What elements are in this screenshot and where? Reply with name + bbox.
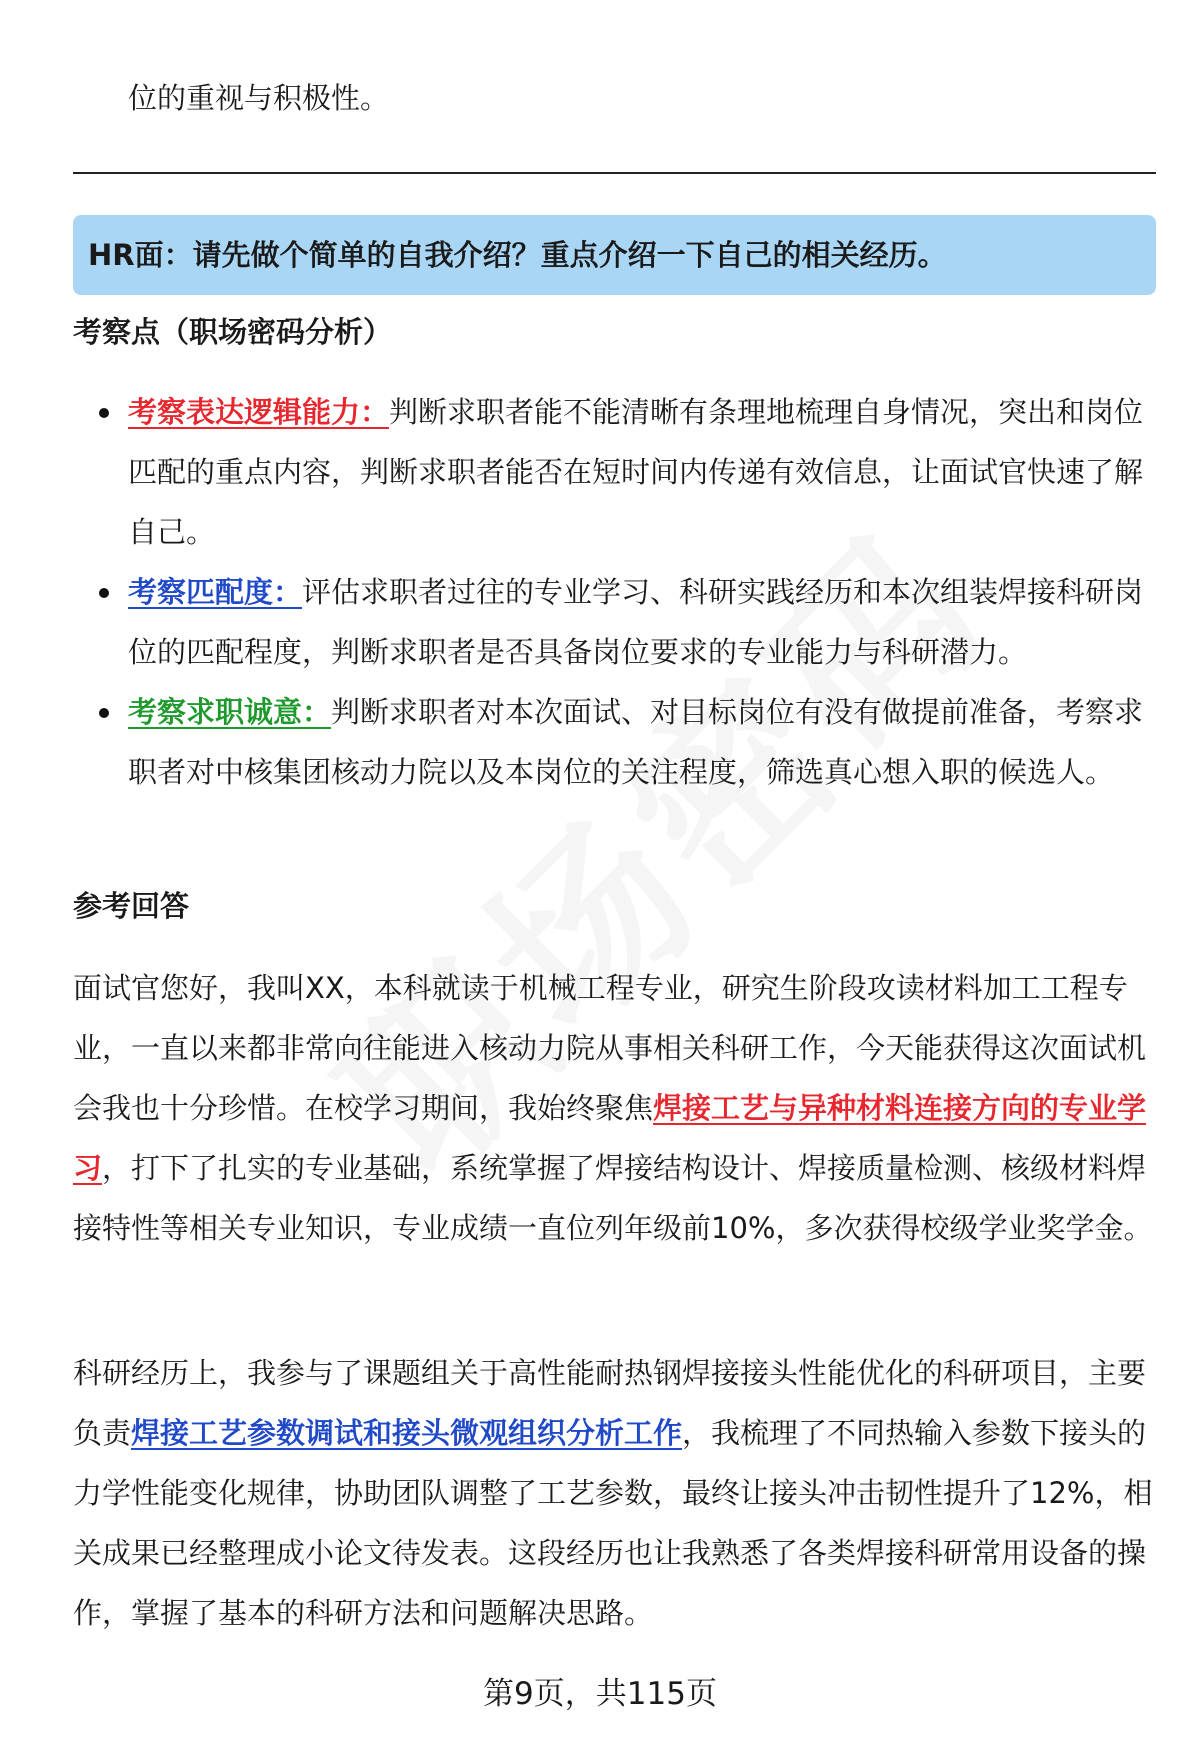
analysis-points-list — [73, 382, 1156, 802]
bullet-dot-icon — [99, 588, 109, 598]
answer-text: ，我梳理了不同热输入参数下接头的力学性能变化规律，协助团队调整了工艺参数，最终让接头冲击韧性提升了12%，相关成果已经整理成小论文待发表。这段经历也让我熟悉了各类焊接科研常用设备的操作，掌握了基本的科研方法和问题解决思路。 — [73, 1416, 1153, 1630]
answer-text: 面试官您好，我叫XX，本科就读于机械工程专业，研究生阶段攻读材料加工工程专业，一直以来都非常向往能进入核动力院从事相关科研工作，今天能获得这次面试机会我也十分珍惜。在校学习期间，我始终聚焦 — [73, 971, 1147, 1125]
point-text: 判断求职者能不能清晰有条理地梳理自身情况，突出和岗位匹配的重点内容，判断求职者能否在短时间内传递有效信息，让面试官快速了解自己。 — [128, 395, 1144, 549]
answer-paragraph — [73, 1343, 1156, 1643]
answer-highlight: 焊接工艺与异种材料连接方向的专业学习 — [73, 1091, 1147, 1185]
answer-text: 科研经历上，我参与了课题组关于高性能耐热钢焊接接头性能优化的科研项目，主要负责 — [73, 1356, 1147, 1450]
continuation-text: 位的重视与积极性。 — [128, 81, 390, 115]
point-label: 考察表达逻辑能力： — [128, 395, 390, 429]
answer-highlight: 焊接工艺参数调试和接头微观组织分析工作 — [131, 1416, 683, 1450]
point-label: 考察求职诚意： — [128, 695, 332, 729]
point-label: 考察匹配度： — [128, 575, 303, 609]
bullet-dot-icon — [99, 408, 109, 418]
analysis-point — [73, 562, 1156, 682]
analysis-point — [73, 382, 1156, 562]
analysis-point — [73, 682, 1156, 802]
page-number: 第9页，共115页 — [483, 1676, 717, 1712]
answer-heading: 参考回答 — [73, 889, 190, 923]
bullet-dot-icon — [99, 708, 109, 718]
answer-paragraph — [73, 958, 1156, 1258]
answer-text: ，打下了扎实的专业基础，系统掌握了焊接结构设计、焊接质量检测、核级材料焊接特性等相关专业知识，专业成绩一直位列年级前10%，多次获得校级学业奖学金。 — [73, 1151, 1153, 1245]
point-text: 评估求职者过往的专业学习、科研实践经历和本次组装焊接科研岗位的匹配程度，判断求职者是否具备岗位要求的专业能力与科研潜力。 — [128, 575, 1144, 669]
section-divider — [73, 172, 1156, 174]
question-banner: HR面：请先做个简单的自我介绍？重点介绍一下自己的相关经历。 — [73, 215, 1156, 295]
point-text: 判断求职者对本次面试、对目标岗位有没有做提前准备，考察求职者对中核集团核动力院以及本岗位的关注程度，筛选真心想入职的候选人。 — [128, 695, 1144, 789]
analysis-heading: 考察点（职场密码分析） — [73, 315, 393, 349]
